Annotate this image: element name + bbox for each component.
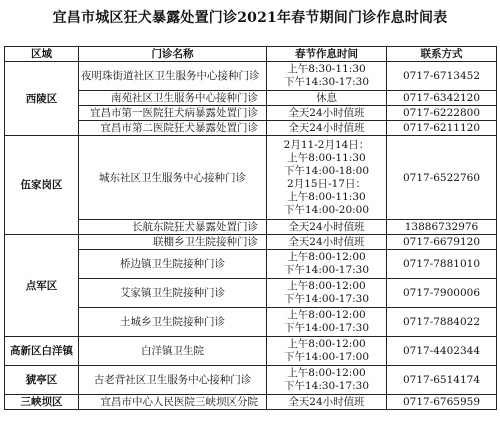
hours-cell xyxy=(267,366,387,395)
clinic-cell: 城东社区卫生服务中心接种门诊 xyxy=(79,136,267,220)
hours-line: 2月15日-17日： xyxy=(287,177,366,190)
hours-line: 上午8:00-12:00 xyxy=(287,338,366,350)
table-row xyxy=(5,106,497,121)
hours-line: 下午14:30-17:30 xyxy=(283,76,370,88)
hours-line: 全天24小时值班 xyxy=(288,235,365,248)
phone-cell: 0717-6222800 xyxy=(387,106,497,121)
phone-cell: 0717-6679120 xyxy=(387,235,497,250)
clinic-cell: 桥边镇卫生院接种门诊 xyxy=(79,250,267,279)
hours-line: 上午8:00-12:00 xyxy=(287,367,366,379)
hours-line: 下午14:00-17:00 xyxy=(283,351,370,363)
clinic-cell: 宜昌市第一医院狂犬病暴露处置门诊 xyxy=(79,106,267,121)
hours-line: 下午14:30-17:30 xyxy=(283,380,370,392)
phone-cell: 13886732976 xyxy=(387,220,497,235)
district-cell: 西陵区 xyxy=(5,62,79,136)
clinic-cell: 白洋镇卫生院 xyxy=(79,337,267,366)
phone-cell: 0717-7884022 xyxy=(387,308,497,337)
hours-cell xyxy=(267,308,387,337)
clinic-cell: 古老背社区卫生服务中心接种门诊 xyxy=(79,366,267,395)
hours-line: 下午14:00-17:30 xyxy=(283,264,370,276)
hours-line: 全天24小时值班 xyxy=(288,106,365,119)
district-cell: 点军区 xyxy=(5,235,79,337)
header-district: 区域 xyxy=(5,47,79,62)
hours-line: 下午14:00-20:00 xyxy=(283,203,370,216)
hours-line: 全天24小时值班 xyxy=(288,395,365,408)
header-contact: 联系方式 xyxy=(387,47,497,62)
table-row xyxy=(5,220,497,235)
hours-cell xyxy=(267,250,387,279)
hours-line: 上午8:30-11:30 xyxy=(287,63,366,75)
hours-line: 下午14:00-17:30 xyxy=(283,322,370,334)
table-row xyxy=(5,279,497,308)
hours-cell xyxy=(267,395,387,410)
clinic-cell: 宜昌市第二医院狂犬暴露处置门诊 xyxy=(79,121,267,136)
phone-cell: 0717-7900006 xyxy=(387,279,497,308)
header-clinic: 门诊名称 xyxy=(79,47,267,62)
hours-cell xyxy=(267,337,387,366)
clinic-cell: 长航东院狂犬暴露处置门诊 xyxy=(79,220,267,235)
district-cell: 高新区白洋镇 xyxy=(5,337,79,366)
table-row xyxy=(5,395,497,410)
table-header-row xyxy=(5,47,497,62)
phone-cell: 0717-4402344 xyxy=(387,337,497,366)
clinic-cell: 艾家镇卫生院接种门诊 xyxy=(79,279,267,308)
table-row xyxy=(5,121,497,136)
clinic-cell: 土城乡卫生院接种门诊 xyxy=(79,308,267,337)
hours-cell xyxy=(267,62,387,91)
district-cell: 猇亭区 xyxy=(5,366,79,395)
hours-cell xyxy=(267,279,387,308)
hours-line: 全天24小时值班 xyxy=(288,220,365,233)
hours-line: 上午8:00-12:00 xyxy=(287,251,366,263)
hours-cell xyxy=(267,220,387,235)
hours-line: 上午8:00-11:30 xyxy=(287,151,366,164)
table-row xyxy=(5,62,497,91)
clinic-cell: 宜昌市中心人民医院三峡坝区分院 xyxy=(79,395,267,410)
table-row xyxy=(5,366,497,395)
district-cell: 三峡坝区 xyxy=(5,395,79,410)
district-cell: 伍家岗区 xyxy=(5,136,79,235)
table-row xyxy=(5,136,497,220)
table-row xyxy=(5,250,497,279)
hours-cell xyxy=(267,136,387,220)
clinic-cell: 夜明珠街道社区卫生服务中心接种门诊 xyxy=(79,62,267,91)
clinic-cell: 南苑社区卫生服务中心接种门诊 xyxy=(79,91,267,106)
table-row xyxy=(5,235,497,250)
hours-line: 下午14:00-17:30 xyxy=(283,293,370,305)
hours-line: 上午8:00-11:30 xyxy=(287,190,366,203)
phone-cell: 0717-6713452 xyxy=(387,62,497,91)
hours-line: 下午14:00-18:00 xyxy=(283,164,370,177)
phone-cell: 0717-6514174 xyxy=(387,366,497,395)
phone-cell: 0717-6522760 xyxy=(387,136,497,220)
hours-cell xyxy=(267,91,387,106)
hours-cell xyxy=(267,106,387,121)
hours-cell xyxy=(267,235,387,250)
header-hours: 春节作息时间 xyxy=(267,47,387,62)
hours-line: 全天24小时值班 xyxy=(288,121,365,134)
clinic-schedule-table xyxy=(4,46,497,410)
clinic-cell: 联棚乡卫生院接种门诊 xyxy=(79,235,267,250)
table-row xyxy=(5,337,497,366)
hours-cell xyxy=(267,121,387,136)
table-row xyxy=(5,91,497,106)
phone-cell: 0717-6342120 xyxy=(387,91,497,106)
hours-line: 上午8:00-12:00 xyxy=(287,280,366,292)
phone-cell: 0717-6765959 xyxy=(387,395,497,410)
table-row xyxy=(5,308,497,337)
phone-cell: 0717-6211120 xyxy=(387,121,497,136)
hours-line: 休息 xyxy=(316,91,337,104)
phone-cell: 0717-7881010 xyxy=(387,250,497,279)
hours-line: 上午8:00-12:00 xyxy=(287,309,366,321)
page-title: 宜昌市城区狂犬暴露处置门诊2021年春节期间门诊作息时间表 xyxy=(52,10,448,26)
hours-line: 2月11-2月14日： xyxy=(283,138,370,151)
